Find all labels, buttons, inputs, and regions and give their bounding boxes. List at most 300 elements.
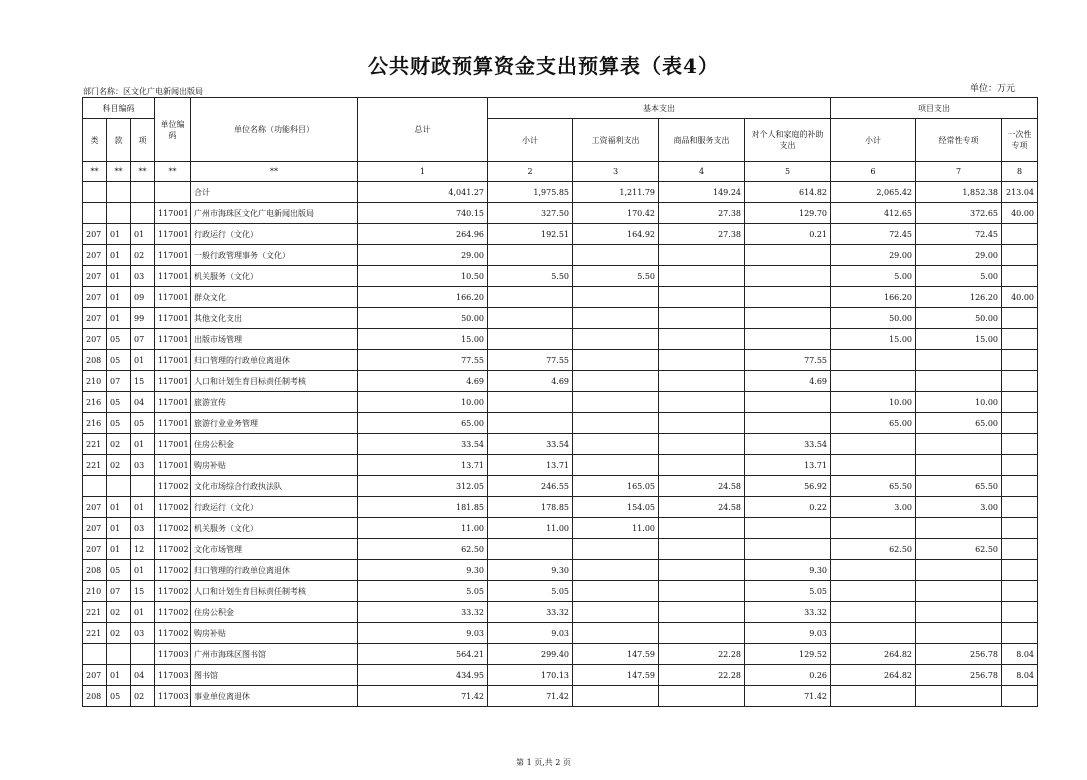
table-cell: [831, 434, 916, 455]
table-cell: 117002: [155, 560, 191, 581]
table-cell: [659, 602, 745, 623]
table-cell: [1002, 560, 1038, 581]
table-cell: [831, 350, 916, 371]
table-cell: 207: [83, 497, 107, 518]
table-cell: 65.50: [831, 476, 916, 497]
table-cell: [1002, 434, 1038, 455]
table-cell: 33.54: [488, 434, 573, 455]
table-row: [83, 539, 1038, 560]
table-cell: 312.05: [358, 476, 488, 497]
table-cell: 文化市场综合行政执法队: [191, 476, 358, 497]
table-cell: 117001: [155, 329, 191, 350]
table-cell: [488, 539, 573, 560]
table-cell: 216: [83, 413, 107, 434]
table-cell: 01: [131, 602, 155, 623]
table-cell: 文化市场管理: [191, 539, 358, 560]
table-cell: [573, 434, 659, 455]
table-row: [83, 329, 1038, 350]
table-cell: 207: [83, 665, 107, 686]
table-cell: 27.38: [659, 224, 745, 245]
table-row: [83, 455, 1038, 476]
table-cell: 65.50: [916, 476, 1002, 497]
table-cell: 图书馆: [191, 665, 358, 686]
column-number-row: [83, 162, 1038, 182]
table-cell: 22.28: [659, 644, 745, 665]
table-cell: [745, 539, 831, 560]
table-cell: 208: [83, 560, 107, 581]
table-cell: [573, 287, 659, 308]
table-cell: 50.00: [358, 308, 488, 329]
table-cell: [573, 623, 659, 644]
table-cell: 207: [83, 245, 107, 266]
header-onetime: 一次性专项: [1002, 119, 1038, 162]
table-cell: 213.04: [1002, 182, 1038, 203]
table-cell: 01: [107, 266, 131, 287]
table-cell: [659, 329, 745, 350]
table-cell: 207: [83, 287, 107, 308]
table-cell: [916, 434, 1002, 455]
table-cell: 117002: [155, 497, 191, 518]
table-cell: 77.55: [488, 350, 573, 371]
table-cell: [573, 560, 659, 581]
table-cell: 01: [131, 497, 155, 518]
table-cell: [131, 476, 155, 497]
table-cell: 12: [131, 539, 155, 560]
table-cell: 264.82: [831, 665, 916, 686]
table-cell: 2,065.42: [831, 182, 916, 203]
table-cell: [916, 350, 1002, 371]
table-cell: 1,211.79: [573, 182, 659, 203]
table-cell: 5.00: [916, 266, 1002, 287]
table-cell: 07: [131, 329, 155, 350]
table-cell: [916, 371, 1002, 392]
table-cell: 50.00: [916, 308, 1002, 329]
table-cell: 65.00: [916, 413, 1002, 434]
table-cell: [659, 287, 745, 308]
table-cell: [107, 203, 131, 224]
table-cell: 117001: [155, 266, 191, 287]
table-cell: 207: [83, 308, 107, 329]
table-cell: 人口和计划生育目标责任制考核: [191, 371, 358, 392]
table-row: [83, 203, 1038, 224]
table-cell: [488, 308, 573, 329]
table-cell: 216: [83, 392, 107, 413]
table-cell: [131, 203, 155, 224]
table-cell: 221: [83, 602, 107, 623]
table-cell: [745, 308, 831, 329]
table-cell: [107, 644, 131, 665]
table-cell: 77.55: [745, 350, 831, 371]
table-cell: 24.58: [659, 497, 745, 518]
table-cell: 117002: [155, 518, 191, 539]
table-cell: 事业单位离退休: [191, 686, 358, 707]
table-cell: 221: [83, 455, 107, 476]
table-cell: [831, 455, 916, 476]
table-cell: 15.00: [831, 329, 916, 350]
table-cell: [573, 245, 659, 266]
table-cell: 02: [107, 455, 131, 476]
table-cell: 01: [107, 287, 131, 308]
table-cell: 05: [107, 329, 131, 350]
table-cell: 434.95: [358, 665, 488, 686]
table-cell: 27.38: [659, 203, 745, 224]
table-cell: [83, 182, 107, 203]
table-cell: 117002: [155, 539, 191, 560]
table-cell: 3.00: [831, 497, 916, 518]
table-cell: [831, 560, 916, 581]
table-cell: 29.00: [916, 245, 1002, 266]
table-cell: [1002, 581, 1038, 602]
header-basic: 基本支出: [488, 98, 831, 119]
table-row: [83, 287, 1038, 308]
table-cell: 出版市场管理: [191, 329, 358, 350]
table-cell: 一般行政管理事务（文化）: [191, 245, 358, 266]
table-cell: 117001: [155, 224, 191, 245]
table-row: [83, 182, 1038, 203]
table-cell: 01: [131, 350, 155, 371]
table-cell: 05: [107, 392, 131, 413]
table-cell: 221: [83, 434, 107, 455]
table-cell: 05: [107, 686, 131, 707]
table-cell: 117003: [155, 686, 191, 707]
table-cell: 5.50: [573, 266, 659, 287]
table-cell: [745, 392, 831, 413]
table-cell: 15: [131, 581, 155, 602]
table-cell: 170.13: [488, 665, 573, 686]
table-cell: [659, 308, 745, 329]
table-cell: 10.50: [358, 266, 488, 287]
table-cell: 208: [83, 350, 107, 371]
table-cell: [573, 602, 659, 623]
table-cell: 住房公积金: [191, 602, 358, 623]
table-cell: 群众文化: [191, 287, 358, 308]
header-row-1: [83, 98, 1038, 119]
table-cell: [573, 350, 659, 371]
table-cell: 01: [131, 224, 155, 245]
table-cell: [1002, 686, 1038, 707]
table-cell: [745, 287, 831, 308]
table-cell: 564.21: [358, 644, 488, 665]
table-row: [83, 371, 1038, 392]
table-cell: 117001: [155, 287, 191, 308]
table-cell: 1,975.85: [488, 182, 573, 203]
table-cell: 117001: [155, 308, 191, 329]
table-cell: 207: [83, 518, 107, 539]
table-row: [83, 245, 1038, 266]
header-subject-code: 科目编码: [83, 98, 155, 119]
table-cell: 181.85: [358, 497, 488, 518]
table-cell: 126.20: [916, 287, 1002, 308]
table-cell: 01: [107, 224, 131, 245]
table-cell: [488, 287, 573, 308]
table-cell: 164.92: [573, 224, 659, 245]
header-regular: 经常性专项: [916, 119, 1002, 162]
column-number-cell: 7: [916, 162, 1002, 182]
column-number-cell: 8: [1002, 162, 1038, 182]
table-cell: 9.03: [745, 623, 831, 644]
table-cell: [745, 329, 831, 350]
table-cell: 01: [107, 518, 131, 539]
table-cell: 65.00: [358, 413, 488, 434]
table-cell: 71.42: [358, 686, 488, 707]
page-title: 公共财政预算资金支出预算表（表4）: [368, 54, 719, 78]
table-cell: 01: [107, 665, 131, 686]
table-cell: 178.85: [488, 497, 573, 518]
column-number-cell: **: [191, 162, 358, 182]
table-cell: 01: [107, 245, 131, 266]
column-number-cell: 1: [358, 162, 488, 182]
table-cell: [745, 518, 831, 539]
table-cell: 11.00: [358, 518, 488, 539]
table-cell: 5.05: [358, 581, 488, 602]
table-cell: 62.50: [358, 539, 488, 560]
table-cell: 166.20: [831, 287, 916, 308]
table-cell: 33.32: [745, 602, 831, 623]
table-row: [83, 665, 1038, 686]
table-cell: [659, 245, 745, 266]
table-cell: 299.40: [488, 644, 573, 665]
table-cell: 29.00: [358, 245, 488, 266]
table-cell: 10.00: [916, 392, 1002, 413]
table-cell: [916, 455, 1002, 476]
table-cell: [488, 329, 573, 350]
table-cell: [107, 476, 131, 497]
table-cell: [916, 581, 1002, 602]
table-row: [83, 434, 1038, 455]
table-cell: [573, 686, 659, 707]
table-cell: 149.24: [659, 182, 745, 203]
table-cell: 01: [107, 308, 131, 329]
table-cell: 210: [83, 371, 107, 392]
table-cell: [745, 245, 831, 266]
column-number-cell: **: [107, 162, 131, 182]
table-row: [83, 392, 1038, 413]
table-cell: 机关服务（文化）: [191, 266, 358, 287]
table-cell: 5.50: [488, 266, 573, 287]
column-number-cell: **: [131, 162, 155, 182]
table-cell: 117002: [155, 623, 191, 644]
table-cell: [659, 434, 745, 455]
table-row: [83, 623, 1038, 644]
table-cell: [488, 392, 573, 413]
table-cell: [1002, 350, 1038, 371]
table-cell: [488, 413, 573, 434]
table-cell: [488, 245, 573, 266]
table-cell: 15: [131, 371, 155, 392]
table-cell: 13.71: [488, 455, 573, 476]
table-cell: 9.03: [358, 623, 488, 644]
table-cell: [916, 518, 1002, 539]
table-cell: [573, 308, 659, 329]
table-cell: 33.32: [488, 602, 573, 623]
table-cell: 170.42: [573, 203, 659, 224]
table-cell: [916, 602, 1002, 623]
table-cell: 9.30: [745, 560, 831, 581]
table-cell: [1002, 623, 1038, 644]
table-cell: 207: [83, 266, 107, 287]
table-cell: 03: [131, 623, 155, 644]
table-cell: 221: [83, 623, 107, 644]
column-number-cell: **: [83, 162, 107, 182]
table-cell: [659, 581, 745, 602]
table-cell: 04: [131, 392, 155, 413]
table-cell: 117001: [155, 413, 191, 434]
table-cell: [659, 266, 745, 287]
table-cell: 8.04: [1002, 665, 1038, 686]
table-cell: 740.15: [358, 203, 488, 224]
table-cell: 住房公积金: [191, 434, 358, 455]
table-row: [83, 224, 1038, 245]
table-cell: [1002, 329, 1038, 350]
table-cell: 117001: [155, 392, 191, 413]
table-cell: [659, 623, 745, 644]
table-cell: [573, 539, 659, 560]
table-cell: 165.05: [573, 476, 659, 497]
table-cell: 15.00: [358, 329, 488, 350]
table-cell: [659, 539, 745, 560]
header-lei: 类: [83, 119, 107, 162]
table-cell: 09: [131, 287, 155, 308]
table-row: [83, 308, 1038, 329]
table-row: [83, 602, 1038, 623]
header-project: 项目支出: [831, 98, 1038, 119]
table-cell: 03: [131, 266, 155, 287]
header-total: 总计: [358, 98, 488, 162]
table-cell: 05: [107, 413, 131, 434]
table-cell: [659, 455, 745, 476]
table-cell: 0.22: [745, 497, 831, 518]
table-cell: 0.21: [745, 224, 831, 245]
header-xiang: 项: [131, 119, 155, 162]
table-cell: 372.65: [916, 203, 1002, 224]
column-number-cell: 6: [831, 162, 916, 182]
table-cell: 117002: [155, 602, 191, 623]
header-subsidy: 对个人和家庭的补助支出: [745, 119, 831, 162]
table-cell: 05: [107, 560, 131, 581]
table-cell: 207: [83, 329, 107, 350]
table-cell: 03: [131, 455, 155, 476]
column-number-cell: **: [155, 162, 191, 182]
table-cell: [107, 182, 131, 203]
table-cell: 购房补贴: [191, 623, 358, 644]
table-cell: 11.00: [573, 518, 659, 539]
table-cell: 07: [107, 581, 131, 602]
table-cell: [745, 413, 831, 434]
table-cell: 72.45: [831, 224, 916, 245]
table-cell: [1002, 539, 1038, 560]
table-cell: 0.26: [745, 665, 831, 686]
table-cell: [83, 644, 107, 665]
table-row: [83, 413, 1038, 434]
table-cell: [131, 182, 155, 203]
table-cell: 192.51: [488, 224, 573, 245]
table-cell: 256.78: [916, 644, 1002, 665]
table-cell: [1002, 518, 1038, 539]
table-cell: 33.32: [358, 602, 488, 623]
table-cell: 99: [131, 308, 155, 329]
header-wages: 工资福利支出: [573, 119, 659, 162]
table-cell: 行政运行（文化）: [191, 497, 358, 518]
table-cell: [659, 518, 745, 539]
table-cell: 246.55: [488, 476, 573, 497]
table-cell: [745, 266, 831, 287]
table-cell: 4.69: [745, 371, 831, 392]
table-cell: 旅游宣传: [191, 392, 358, 413]
table-cell: 117001: [155, 434, 191, 455]
table-cell: [659, 413, 745, 434]
table-cell: [1002, 224, 1038, 245]
table-cell: 广州市海珠区文化广电新闻出版局: [191, 203, 358, 224]
table-cell: 129.70: [745, 203, 831, 224]
table-cell: 合计: [191, 182, 358, 203]
table-cell: [1002, 266, 1038, 287]
column-number-cell: 2: [488, 162, 573, 182]
table-cell: 13.71: [358, 455, 488, 476]
table-cell: [1002, 476, 1038, 497]
table-cell: 50.00: [831, 308, 916, 329]
table-cell: [659, 371, 745, 392]
table-cell: 5.05: [745, 581, 831, 602]
table-cell: [831, 602, 916, 623]
table-cell: [573, 581, 659, 602]
table-cell: 72.45: [916, 224, 1002, 245]
table-cell: 147.59: [573, 644, 659, 665]
table-row: [83, 350, 1038, 371]
table-cell: 210: [83, 581, 107, 602]
table-cell: 264.96: [358, 224, 488, 245]
table-cell: 02: [107, 623, 131, 644]
table-cell: [1002, 455, 1038, 476]
table-cell: 02: [107, 602, 131, 623]
table-cell: 117001: [155, 371, 191, 392]
table-cell: 264.82: [831, 644, 916, 665]
table-cell: 机关服务（文化）: [191, 518, 358, 539]
table-cell: 71.42: [745, 686, 831, 707]
table-cell: 13.71: [745, 455, 831, 476]
table-cell: 归口管理的行政单位离退休: [191, 560, 358, 581]
table-cell: 旅游行业业务管理: [191, 413, 358, 434]
table-cell: 9.30: [488, 560, 573, 581]
table-cell: 33.54: [358, 434, 488, 455]
table-cell: 56.92: [745, 476, 831, 497]
table-row: [83, 644, 1038, 665]
column-number-cell: 4: [659, 162, 745, 182]
table-cell: 归口管理的行政单位离退休: [191, 350, 358, 371]
table-row: [83, 497, 1038, 518]
table-cell: 01: [107, 539, 131, 560]
table-cell: [659, 686, 745, 707]
table-cell: [916, 686, 1002, 707]
header-unit-name: 单位名称（功能科目）: [191, 98, 358, 162]
table-cell: 11.00: [488, 518, 573, 539]
table-cell: [659, 560, 745, 581]
table-cell: [1002, 413, 1038, 434]
table-cell: 人口和计划生育目标责任制考核: [191, 581, 358, 602]
table-cell: 33.54: [745, 434, 831, 455]
table-row: [83, 686, 1038, 707]
table-cell: 04: [131, 665, 155, 686]
table-cell: 24.58: [659, 476, 745, 497]
table-cell: [83, 476, 107, 497]
column-number-cell: 3: [573, 162, 659, 182]
table-row: [83, 560, 1038, 581]
table-cell: [573, 455, 659, 476]
table-cell: 412.65: [831, 203, 916, 224]
table-cell: 71.42: [488, 686, 573, 707]
table-cell: 65.00: [831, 413, 916, 434]
table-cell: 117002: [155, 581, 191, 602]
table-cell: [1002, 497, 1038, 518]
